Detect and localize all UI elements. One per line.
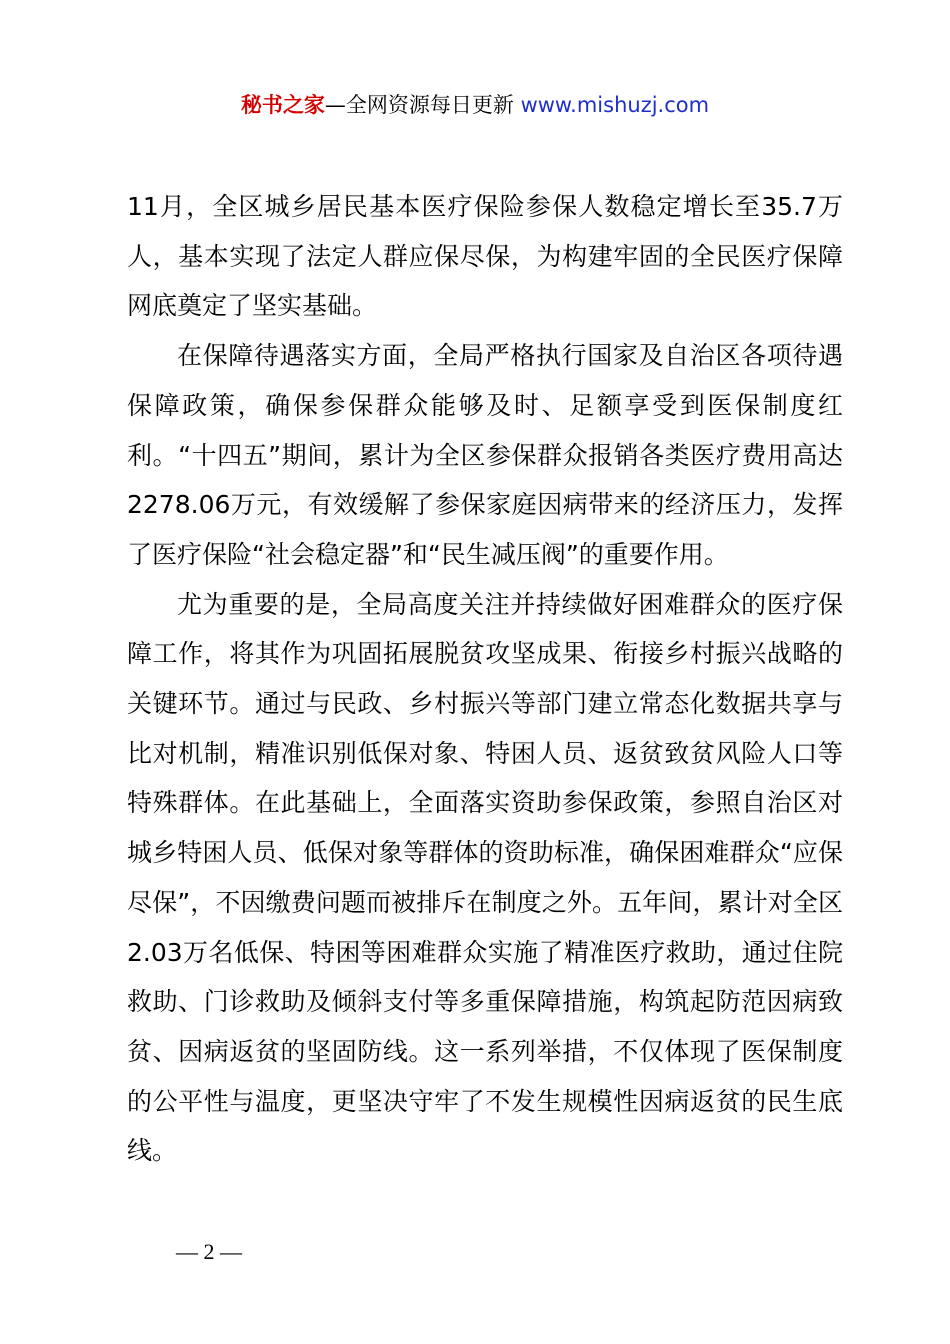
brand-name: 秘书之家 bbox=[240, 93, 325, 117]
paragraph-assistance: 尤为重要的是，全局高度关注并持续做好困难群众的医疗保障工作，将其作为巩固拓展脱贫攻坚成果、衔接乡村振兴战略的关键环节。通过与民政、乡村振兴等部门建立常态化数据共享与比对机制，精准识别低保对象、特困人员、返贫致贫风险人口等特殊群体。在此基础上，全面落实资助参保政策，参照自治区对城乡特困人员、低保对象等群体的资助标准，确保困难群众“应保尽保”，不因缴费问题而被排斥在制度之外。五年间，累计对全区2.03万名低保、特困等困难群众实施了精准医疗救助，通过住院救助、门诊救助及倾斜支付等多重保障措施，构筑起防范因病致贫、因病返贫的坚固防线。这一系列举措，不仅体现了医保制度的公平性与温度，更坚决守牢了不发生规模性因病返贫的民生底线。 bbox=[127, 589, 843, 1166]
banner-tagline: —全网资源每日更新 bbox=[324, 93, 521, 117]
paragraph-continuation: 11月，全区城乡居民基本医疗保险参保人数稳定增长至35.7万人，基本实现了法定人群应保尽保，为构建牢固的全民医疗保障网底奠定了坚实基础。 bbox=[127, 192, 843, 321]
site-banner bbox=[0, 89, 950, 121]
document-body bbox=[127, 182, 843, 1176]
paragraph-benefits: 在保障待遇落实方面，全局严格执行国家及自治区各项待遇保障政策，确保参保群众能够及时、足额享受到医保制度红利。“十四五”期间，累计为全区参保群众报销各类医疗费用高达2278.06万元，有效缓解了参保家庭因病带来的经济压力，发挥了医疗保险“社会稳定器”和“民生减压阀”的重要作用。 bbox=[127, 341, 843, 569]
site-url-link[interactable]: www.mishuzj.com bbox=[520, 93, 710, 117]
page-number: — 2 — bbox=[176, 1239, 242, 1264]
